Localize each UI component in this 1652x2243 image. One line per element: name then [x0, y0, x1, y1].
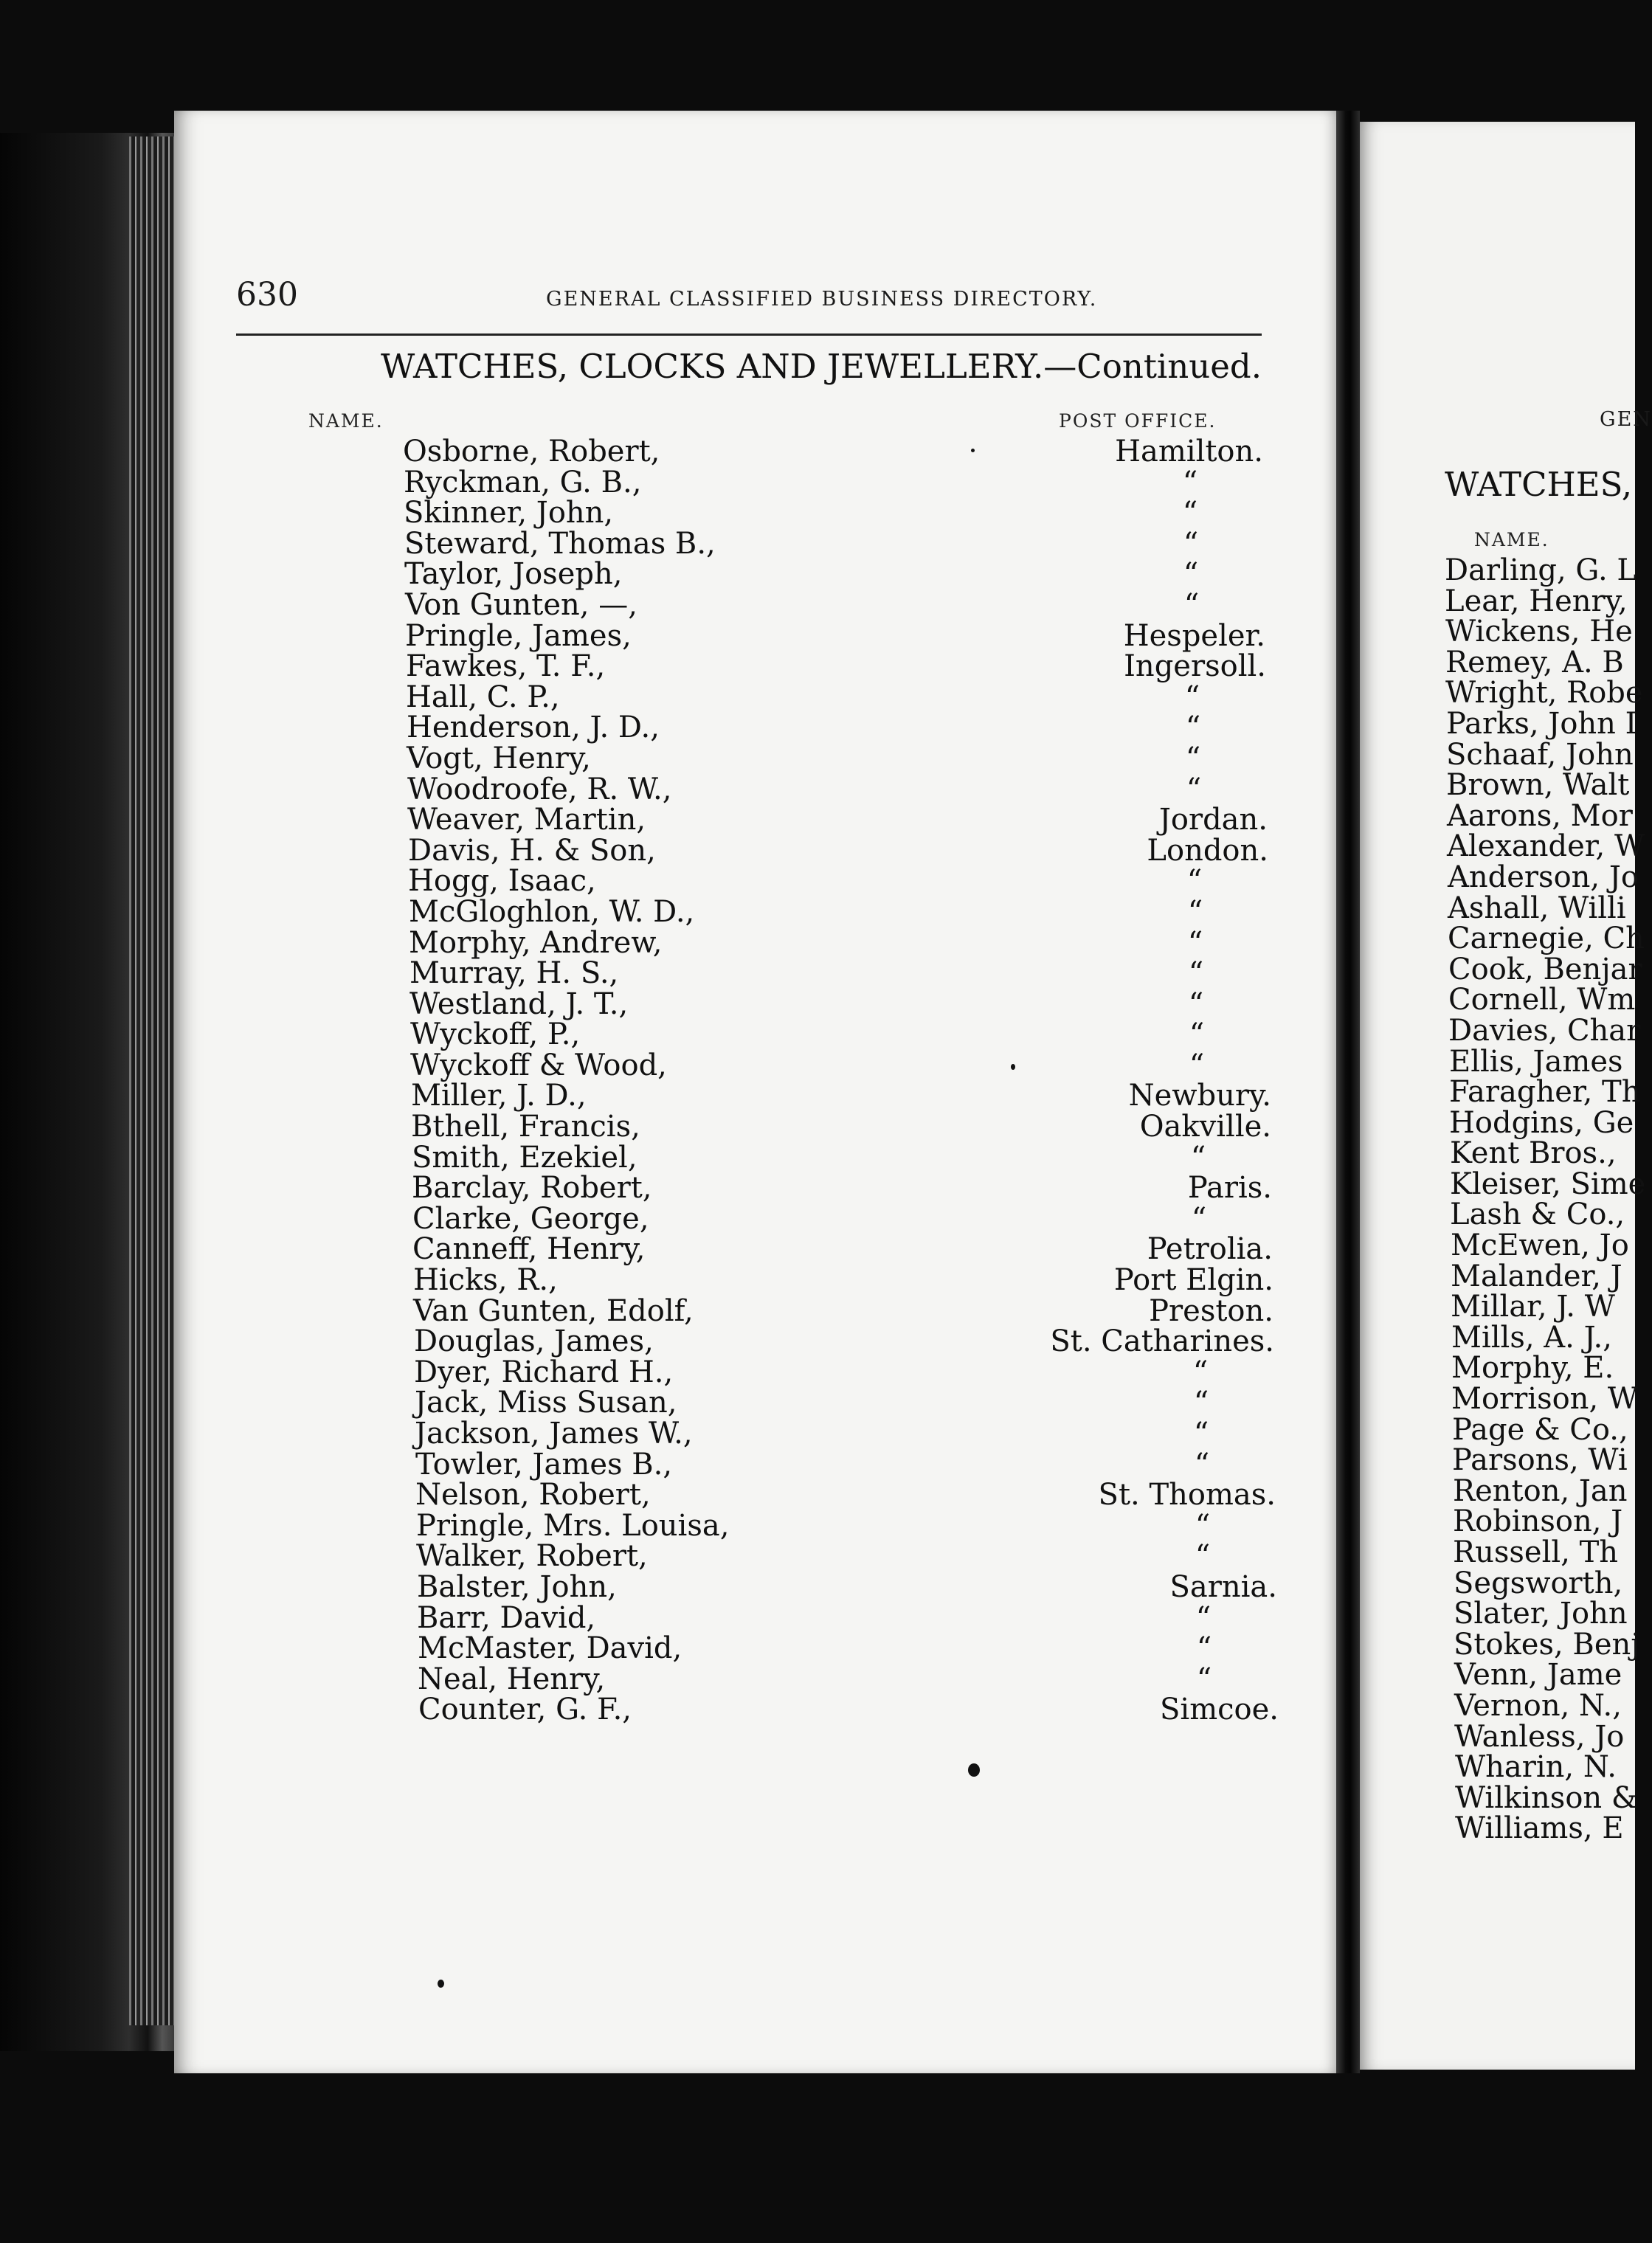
entry-post-office: “ — [1186, 772, 1202, 806]
right-page — [1360, 122, 1652, 2070]
entry-post-office: “ — [1192, 1355, 1209, 1389]
directory-entry — [0, 1419, 1336, 1450]
right-entry-name: Faragher, Th — [1449, 1075, 1641, 1110]
entry-post-office: “ — [1188, 956, 1204, 991]
entry-name: Hogg, Isaac, — [408, 864, 596, 899]
entry-post-office: London. — [1147, 833, 1268, 868]
entry-name: Douglas, James, — [414, 1324, 654, 1359]
right-entry-name: Parks, John I — [1446, 706, 1637, 741]
entry-name: Fawkes, T. F., — [406, 649, 606, 684]
right-entry-name: Millar, J. W — [1451, 1290, 1615, 1324]
entry-name: Wyckoff, P., — [410, 1017, 581, 1052]
directory-entry — [0, 649, 1336, 684]
directory-entry — [0, 1541, 1336, 1572]
entry-name: Neal, Henry, — [418, 1662, 606, 1696]
entry-post-office: “ — [1196, 1631, 1212, 1666]
entry-name: Morphy, Andrew, — [409, 925, 663, 960]
entry-post-office: “ — [1193, 1417, 1209, 1451]
right-entry-name: Wilkinson & — [1455, 1780, 1638, 1815]
entry-post-office: “ — [1186, 864, 1203, 899]
entry-name: Vogt, Henry, — [407, 741, 591, 775]
entry-name: Barr, David, — [417, 1600, 596, 1635]
section-title: WATCHES, CLOCKS AND JEWELLERY.—Continued. — [380, 347, 1262, 386]
directory-entry — [0, 1265, 1336, 1296]
entry-name: Wyckoff & Wood, — [410, 1048, 667, 1082]
entry-name: Westland, J. T., — [409, 986, 629, 1021]
right-entry-name: Davies, Char — [1448, 1013, 1641, 1048]
entry-post-office: “ — [1190, 1140, 1206, 1175]
entry-name: Bthell, Francis, — [411, 1110, 640, 1144]
entry-post-office: Jordan. — [1158, 803, 1268, 837]
entry-post-office: Oakville. — [1139, 1110, 1271, 1144]
entry-post-office: “ — [1187, 925, 1203, 960]
entry-post-office: “ — [1184, 680, 1200, 714]
entry-name: Davis, H. & Son, — [408, 833, 656, 868]
right-entry-name: Anderson, Jo — [1448, 860, 1639, 894]
book-gutter — [1336, 111, 1360, 2073]
right-entry-name: Cornell, Wm — [1448, 983, 1636, 1017]
right-entry-name: Wharin, N. — [1455, 1750, 1617, 1785]
entry-post-office: “ — [1182, 496, 1198, 530]
directory-entry — [0, 958, 1336, 989]
entry-post-office: Newbury. — [1128, 1079, 1271, 1113]
entry-name: Jack, Miss Susan, — [415, 1386, 677, 1420]
right-entry-name: Page & Co., — [1452, 1412, 1628, 1447]
directory-entry — [0, 1388, 1336, 1419]
right-entry-name: Mills, A. J., — [1451, 1320, 1612, 1355]
right-entry-name: Parsons, Wi — [1452, 1443, 1628, 1478]
directory-entry — [0, 1447, 1336, 1482]
right-entry-name: Remey, A. B — [1445, 645, 1624, 680]
entry-post-office: “ — [1191, 1201, 1207, 1236]
directory-entry — [0, 526, 1336, 561]
right-entry-name: Ellis, James — [1449, 1044, 1623, 1079]
right-entries-list — [1360, 553, 1646, 1846]
directory-entry — [0, 1631, 1336, 1666]
entry-post-office: Ingersoll. — [1124, 649, 1266, 684]
entry-name: Walker, Robert, — [416, 1539, 648, 1574]
entry-post-office: “ — [1183, 587, 1200, 622]
entry-post-office: “ — [1195, 1539, 1211, 1574]
page-number: 630 — [236, 276, 298, 314]
directory-entry — [0, 925, 1336, 960]
right-entry-name: Venn, Jame — [1454, 1658, 1622, 1693]
right-entry-name: Brown, Walt — [1446, 768, 1630, 803]
entry-post-office: “ — [1185, 711, 1201, 745]
entry-post-office: Paris. — [1187, 1171, 1272, 1206]
ink-speck — [438, 1980, 444, 1988]
entry-name: Smith, Ezekiel, — [412, 1140, 637, 1175]
ink-speck — [1011, 1064, 1015, 1070]
entry-name: Osborne, Robert, — [403, 435, 660, 469]
running-head: GENERAL CLASSIFIED BUSINESS DIRECTORY. — [546, 288, 1098, 311]
entry-post-office: Hespeler. — [1123, 618, 1265, 653]
directory-entry — [0, 1201, 1336, 1236]
right-entry-name: Wright, Robe — [1445, 676, 1643, 711]
directory-entry — [0, 559, 1336, 590]
entry-name: Hicks, R., — [413, 1263, 558, 1298]
directory-entry — [0, 1112, 1336, 1143]
entry-name: Jackson, James W., — [415, 1417, 693, 1451]
right-entry-name: Darling, G. L — [1445, 553, 1637, 587]
entry-name: Skinner, John, — [404, 496, 614, 530]
directory-entry — [0, 1324, 1336, 1359]
entry-post-office: Hamilton. — [1115, 435, 1263, 469]
entry-name: Dyer, Richard H., — [414, 1355, 674, 1389]
right-entry-name: Lash & Co., — [1450, 1197, 1625, 1232]
entry-post-office: Sarnia. — [1169, 1569, 1277, 1604]
directory-entry — [0, 682, 1336, 713]
entry-name: Weaver, Martin, — [407, 803, 646, 837]
right-running-head: GEN — [1600, 408, 1652, 431]
entry-name: Pringle, James, — [405, 618, 632, 653]
directory-entry — [0, 587, 1336, 622]
entry-post-office: “ — [1195, 1600, 1212, 1635]
right-entry-name: Schaaf, John — [1446, 737, 1634, 772]
entry-name: Barclay, Robert, — [412, 1171, 652, 1206]
directory-entry — [0, 1234, 1336, 1265]
directory-entry — [0, 465, 1336, 500]
col-name-header: NAME. — [308, 410, 384, 432]
directory-entry — [0, 986, 1336, 1021]
entry-name: McGloghlon, W. D., — [409, 894, 695, 929]
right-entry-name: Wickens, He — [1445, 615, 1633, 649]
right-entry-name: Kleiser, Sime — [1450, 1167, 1646, 1201]
right-entry-name: Ashall, Willi — [1448, 891, 1626, 925]
entry-post-office: Petrolia. — [1147, 1232, 1273, 1267]
entry-name: Hall, C. P., — [406, 680, 560, 714]
entry-post-office: “ — [1183, 526, 1199, 561]
directory-entry — [0, 1480, 1336, 1511]
right-entry-name: Aarons, Mor — [1447, 798, 1633, 833]
entry-post-office: “ — [1193, 1386, 1209, 1420]
directory-entry — [0, 1140, 1336, 1175]
entry-name: Canneff, Henry, — [412, 1232, 646, 1267]
entry-post-office: “ — [1185, 741, 1201, 775]
entry-post-office: Port Elgin. — [1113, 1263, 1273, 1298]
right-entry-name: Alexander, W — [1447, 829, 1645, 864]
right-entry-name: Morrison, W — [1451, 1382, 1638, 1417]
entry-name: Towler, James B., — [415, 1447, 673, 1482]
right-entry-name: Kent Bros., — [1450, 1136, 1617, 1171]
directory-entry — [0, 1600, 1336, 1635]
directory-entry — [0, 1293, 1336, 1328]
right-entry-name: Hodgins, Ge — [1449, 1105, 1634, 1140]
right-entry-name: Morphy, E. — [1451, 1351, 1614, 1386]
entry-name: Von Gunten, —, — [405, 587, 637, 622]
right-entry-name: Lear, Henry, — [1445, 584, 1628, 618]
directory-entry — [0, 1081, 1336, 1112]
entry-name: Ryckman, G. B., — [404, 465, 642, 500]
entry-post-office: Simcoe. — [1160, 1693, 1279, 1727]
right-section-title: WATCHES, — [1445, 465, 1633, 504]
directory-entry — [0, 741, 1336, 775]
right-entry-name: Renton, Jan — [1453, 1473, 1628, 1508]
entry-name: Balster, John, — [417, 1569, 617, 1604]
directory-entry — [0, 833, 1336, 868]
entry-name: Pringle, Mrs. Louisa, — [416, 1508, 730, 1543]
directory-entry — [0, 1017, 1336, 1052]
entry-name: Counter, G. F., — [418, 1693, 632, 1727]
right-entry-name: Wanless, Jo — [1454, 1719, 1625, 1754]
col-post-office-header: POST OFFICE. — [1059, 410, 1217, 432]
directory-entry — [0, 866, 1336, 897]
entry-post-office: “ — [1187, 894, 1203, 929]
directory-entry — [0, 1355, 1336, 1389]
right-entry-name: Stokes, Benj — [1454, 1627, 1640, 1662]
right-col-name-header: NAME. — [1474, 529, 1549, 550]
entry-name: Nelson, Robert, — [415, 1478, 651, 1513]
entry-post-office: St. Catharines. — [1050, 1324, 1274, 1359]
ink-speck — [971, 449, 975, 452]
right-entry-name: Robinson, J — [1453, 1504, 1623, 1539]
entry-post-office: “ — [1189, 1048, 1205, 1082]
entry-post-office: “ — [1195, 1508, 1211, 1543]
entry-name: Taylor, Joseph, — [404, 557, 623, 592]
directory-entry — [0, 1569, 1336, 1604]
entry-name: Woodroofe, R. W., — [407, 772, 672, 806]
right-entry-name: Carnegie, Ch — [1448, 922, 1645, 956]
right-entry-name: McEwen, Jo — [1451, 1228, 1629, 1263]
entry-name: Clarke, George, — [412, 1201, 649, 1236]
right-entry-name: Slater, John — [1454, 1597, 1628, 1631]
entry-post-office: “ — [1183, 557, 1199, 592]
entry-name: Miller, J. D., — [411, 1079, 587, 1113]
directory-entry — [0, 1662, 1336, 1696]
directory-entry — [0, 1695, 1336, 1726]
entry-name: McMaster, David, — [418, 1631, 682, 1666]
right-entry-name: Vernon, N., — [1454, 1688, 1622, 1723]
entry-name: Murray, H. S., — [409, 956, 619, 991]
directory-entries — [0, 437, 1336, 1726]
directory-entry — [0, 1508, 1336, 1543]
entry-post-office: Preston. — [1149, 1293, 1273, 1328]
directory-entry — [0, 772, 1336, 806]
entry-post-office: “ — [1189, 1017, 1205, 1052]
entry-post-office: “ — [1196, 1662, 1212, 1696]
ink-speck — [968, 1763, 980, 1777]
entry-post-office: “ — [1188, 986, 1204, 1021]
directory-entry — [0, 1048, 1336, 1082]
entry-post-office: St. Thomas. — [1098, 1478, 1276, 1513]
right-entry-name: Segsworth, — [1454, 1566, 1623, 1600]
directory-entry — [0, 713, 1336, 744]
right-entry-name: Malander, J — [1451, 1259, 1622, 1293]
right-entry-name: Russell, Th — [1453, 1535, 1619, 1569]
entry-post-office: “ — [1182, 465, 1198, 500]
directory-entry — [0, 437, 1336, 468]
directory-entry — [0, 805, 1336, 836]
entry-name: Van Gunten, Edolf, — [413, 1293, 694, 1328]
directory-entry — [0, 618, 1336, 653]
directory-entry — [0, 1173, 1336, 1204]
right-entry-name: Williams, E — [1455, 1811, 1624, 1846]
entry-name: Henderson, J. D., — [407, 711, 660, 745]
header-rule — [236, 333, 1262, 336]
right-entry-name: Cook, Benjar — [1448, 952, 1642, 986]
entry-post-office: “ — [1194, 1447, 1210, 1482]
directory-entry — [0, 498, 1336, 529]
directory-entry — [0, 894, 1336, 929]
entry-name: Steward, Thomas B., — [404, 526, 716, 561]
